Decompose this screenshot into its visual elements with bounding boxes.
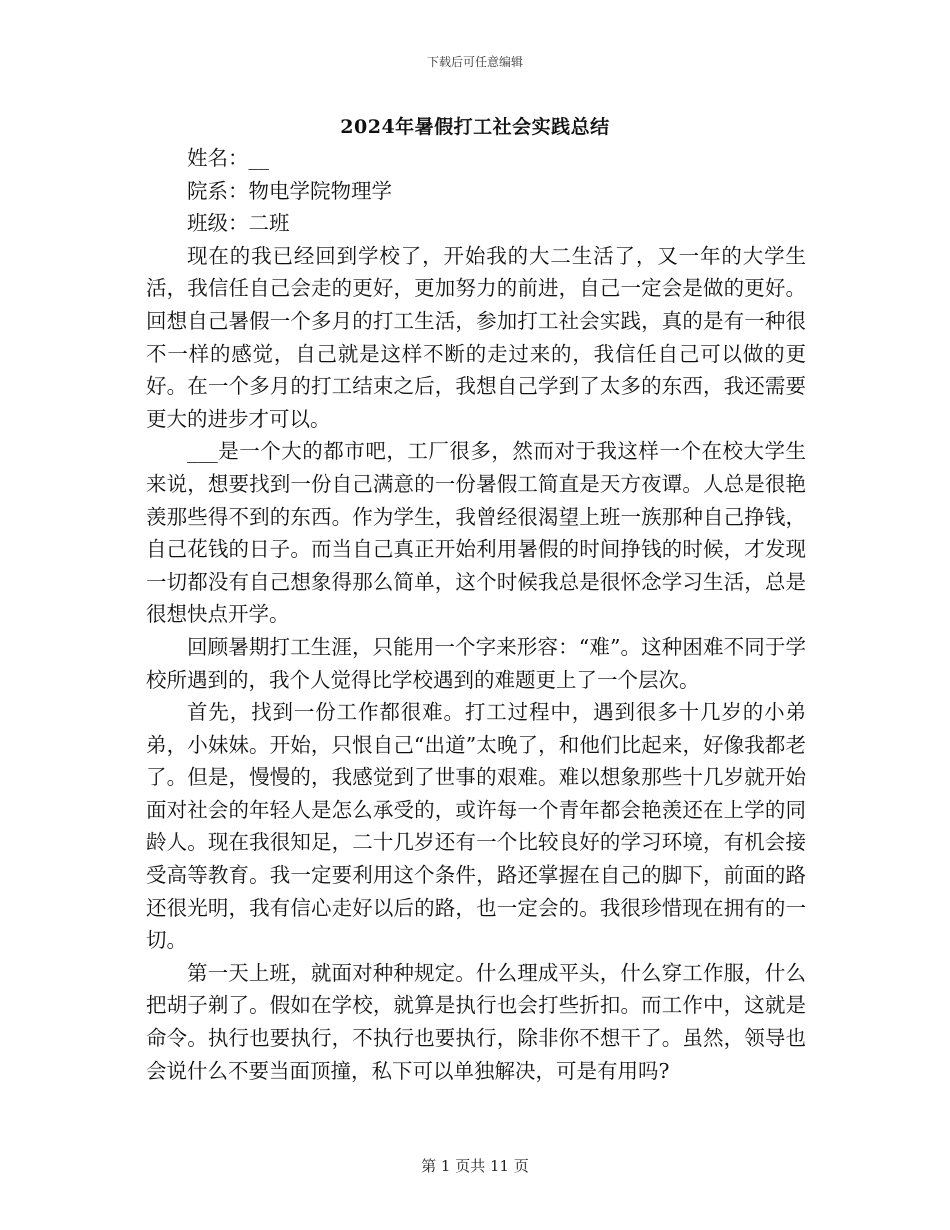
paragraph-3: 回顾暑期打工生涯，只能用一个字来形容：“难”。这种困难不同于学校所遇到的，我个人觉得比学校遇到的难题更上了一个层次。 <box>146 634 806 692</box>
paragraph-1: 现在的我已经回到学校了，开始我的大二生活了，又一年的大学生活，我信任自己会走的更好，更加努力的前进，自己一定会是做的更好。回想自己暑假一个多月的打工生活，参加打工社会实践，真的是有一种很不一样的感觉，自己就是这样不断的走过来的，我信任自己可以做的更好。在一个多月的打工结束之后，我想自己学到了太多的东西，我还需要更大的进步才可以。 <box>146 243 806 431</box>
paragraph-2: ___是一个大的都市吧，工厂很多，然而对于我这样一个在校大学生来说，想要找到一份自己满意的一份暑假工简直是天方夜谭。人总是很艳羡那些得不到的东西。作为学生，我曾经很渴望上班一族那种自己挣钱，自己花钱的日子。而当自己真正开始利用暑假的时间挣钱的时候，才发现一切都没有自己想象得那么简单，这个时候我总是很怀念学习生活，总是很想快点开学。 <box>146 439 806 627</box>
paragraph-5: 第一天上班，就面对种种规定。什么理成平头，什么穿工作服，什么把胡子剃了。假如在学校，就算是执行也会打些折扣。而工作中，这就是命令。执行也要执行，不执行也要执行，除非你不想干了。虽然，领导也会说什么不要当面顶撞，私下可以单独解决，可是有用吗? <box>146 960 806 1083</box>
name-line: 姓名：__ <box>187 146 269 170</box>
department-line: 院系：物电学院物理学 <box>187 178 392 203</box>
document-body <box>146 142 806 1087</box>
document-title: 2024年暑假打工社会实践总结 <box>340 116 610 138</box>
paragraph-4: 首先，找到一份工作都很难。打工过程中，遇到很多十几岁的小弟弟，小妹妹。开始，只恨自己“出道”太晚了，和他们比起来，好像我都老了。但是，慢慢的，我感觉到了世事的艰难。难以想象那些十几岁就开始面对社会的年轻人是怎么承受的，或许每一个青年都会艳羡还在上学的同龄人。现在我很知足，二十几岁还有一个比较良好的学习环境，有机会接受高等教育。我一定要利用这个条件，路还掌握在自己的脚下，前面的路还很光明，我有信心走好以后的路，也一定会的。我很珍惜现在拥有的一切。 <box>146 700 806 953</box>
page-footer: 第 1 页共 11 页 <box>421 1157 529 1175</box>
header-note: 下载后可任意编辑 <box>426 55 523 69</box>
class-line: 班级：二班 <box>187 211 290 236</box>
